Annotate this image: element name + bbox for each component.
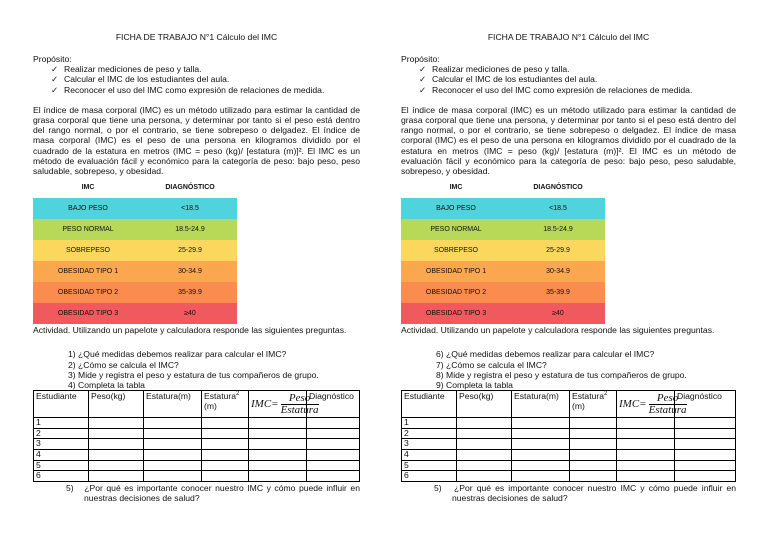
- purpose-item: ✓ Reconocer el uso del IMC como expresión de relaciones de medida.: [419, 84, 693, 95]
- col-estatura: Estatura(m): [144, 391, 202, 418]
- table-row: 3: [402, 439, 736, 450]
- col-peso: Peso(kg): [89, 391, 144, 418]
- col-diagnostico: Diagnóstico: [675, 391, 736, 418]
- purpose-item: ✓ Reconocer el uso del IMC como expresión de relaciones de medida.: [51, 84, 325, 95]
- check-icon: ✓: [51, 64, 59, 75]
- imc-row: OBESIDAD TIPO 1 30-34.9: [33, 261, 237, 282]
- page-title: FICHA DE TRABAJO N°1 Cálculo del IMC: [115, 32, 278, 42]
- question-item: 3) Mide y registra el peso y estatura de tus compañeros de grupo.: [68, 369, 319, 380]
- imc-row: BAJO PESO <18.5: [401, 198, 605, 219]
- col-imc-formula: IMC = $\frac{\text{Peso}}{\text{Estatura}}$: [249, 391, 307, 418]
- worksheet-page-right: [384, 0, 768, 543]
- question-item: 2) ¿Cómo se calcula el IMC?: [68, 359, 179, 370]
- imc-row: SOBREPESO 25-29.9: [401, 240, 605, 261]
- diagnostico-header: DIAGNÓSTICO: [511, 178, 605, 198]
- activity-instructions: Actividad. Utilizando un papelote y calculadora responde las siguientes preguntas.: [401, 325, 715, 336]
- purpose-item: ✓ Realizar mediciones de peso y talla.: [419, 64, 570, 75]
- imc-classification-table: [401, 178, 605, 324]
- imc-row: SOBREPESO 25-29.9: [33, 240, 237, 261]
- table-row: 5: [34, 460, 360, 471]
- check-icon: ✓: [419, 64, 427, 75]
- table-row: 6: [34, 471, 360, 482]
- check-icon: ✓: [51, 84, 59, 95]
- question-item: 8) Mide y registra el peso y estatura de tus compañeros de grupo.: [436, 369, 687, 380]
- check-icon: ✓: [419, 74, 427, 85]
- col-peso: Peso(kg): [457, 391, 512, 418]
- imc-description: El índice de masa corporal (IMC) es un método utilizado para estimar la cantidad de grasa corporal que tiene una persona, y determinar por tanto si el peso está dentro del rango normal, o por el contrario, se tiene sobrepeso o delgadez. El índice de masa corporal (IMC) es el peso de una persona en kilogramos dividido por el cuadrado de la estatura en metros (IMC = peso (kg)/ [estatura (m)]². El IMC es un método de evaluación fácil y económico para la categoría de peso: bajo peso, peso saludable, sobrepeso, y obesidad.: [401, 104, 736, 177]
- imc-header: IMC: [401, 178, 511, 198]
- diagnostico-header: DIAGNÓSTICO: [143, 178, 237, 198]
- col-estatura-cuadrado: Estatura$^2$ (m): [202, 391, 249, 418]
- purpose-list: [401, 64, 736, 95]
- col-diagnostico: Diagnóstico: [307, 391, 360, 418]
- question-item: 4) Completa la tabla: [68, 380, 145, 391]
- imc-row: OBESIDAD TIPO 3 ≥40: [33, 303, 237, 324]
- table-row: 5: [402, 460, 736, 471]
- purpose-item: ✓ Realizar mediciones de peso y talla.: [51, 64, 202, 75]
- imc-row: OBESIDAD TIPO 1 30-34.9: [401, 261, 605, 282]
- col-estatura-cuadrado: Estatura$^2$ (m): [570, 391, 617, 418]
- table-row: 1: [34, 418, 360, 429]
- purpose-heading: Propósito:: [401, 54, 440, 64]
- imc-row: PESO NORMAL 18.5-24.9: [33, 219, 237, 240]
- imc-row: BAJO PESO <18.5: [33, 198, 237, 219]
- imc-row: OBESIDAD TIPO 2 35-39.9: [401, 282, 605, 303]
- table-row: 2: [402, 428, 736, 439]
- question-5: 5) ¿Por qué es importante conocer nuestro IMC y cómo puede influir en nuestras decisiones de salud?: [434, 482, 736, 504]
- question-item: 9) Completa la tabla: [436, 380, 513, 391]
- question-5: 5) ¿Por qué es importante conocer nuestro IMC y cómo puede influir en nuestras decisiones de salud?: [66, 482, 360, 504]
- table-row: 1: [402, 418, 736, 429]
- table-row: 6: [402, 471, 736, 482]
- question-item: 1) ¿Qué medidas debemos realizar para calcular el IMC?: [68, 349, 287, 360]
- activity-instructions: Actividad. Utilizando un papelote y calculadora responde las siguientes preguntas.: [33, 325, 347, 336]
- imc-row: OBESIDAD TIPO 3 ≥40: [401, 303, 605, 324]
- table-row: 4: [402, 450, 736, 461]
- student-record-table: [401, 390, 736, 482]
- student-record-table: [33, 390, 360, 482]
- imc-row: OBESIDAD TIPO 2 35-39.9: [33, 282, 237, 303]
- purpose-list: [33, 64, 360, 95]
- col-estudiante: Estudiante: [402, 391, 457, 418]
- question-list: [33, 349, 360, 390]
- table-row: 4: [34, 450, 360, 461]
- purpose-heading: Propósito:: [33, 54, 72, 64]
- question-item: 6) ¿Qué medidas debemos realizar para calcular el IMC?: [436, 349, 655, 360]
- question-item: 7) ¿Cómo se calcula el IMC?: [436, 359, 547, 370]
- question-list: [401, 349, 736, 390]
- imc-header: IMC: [33, 178, 143, 198]
- imc-row: PESO NORMAL 18.5-24.9: [401, 219, 605, 240]
- purpose-item: ✓ Calcular el IMC de los estudiantes del aula.: [419, 74, 598, 85]
- imc-description: El índice de masa corporal (IMC) es un método utilizado para estimar la cantidad de grasa corporal que tiene una persona, y determinar por tanto si el peso está dentro del rango normal, o por el contrario, se tiene sobrepeso o delgadez. El índice de masa corporal (IMC) es el peso de una persona en kilogramos dividido por el cuadrado de la estatura en metros (IMC = peso (kg)/ [estatura (m)]². El IMC es un método de evaluación fácil y económico para la categoría de peso: bajo peso, peso saludable, sobrepeso, y obesidad.: [33, 104, 360, 177]
- col-estudiante: Estudiante: [34, 391, 89, 418]
- col-imc-formula: IMC = $\frac{\text{Peso}}{\text{Estatura}}$: [617, 391, 675, 418]
- check-icon: ✓: [51, 74, 59, 85]
- col-estatura: Estatura(m): [512, 391, 570, 418]
- page-title: FICHA DE TRABAJO N°1 Cálculo del IMC: [487, 32, 650, 42]
- table-row: 3: [34, 439, 360, 450]
- imc-classification-table: [33, 178, 237, 324]
- table-row: 2: [34, 428, 360, 439]
- purpose-item: ✓ Calcular el IMC de los estudiantes del aula.: [51, 74, 230, 85]
- check-icon: ✓: [419, 84, 427, 95]
